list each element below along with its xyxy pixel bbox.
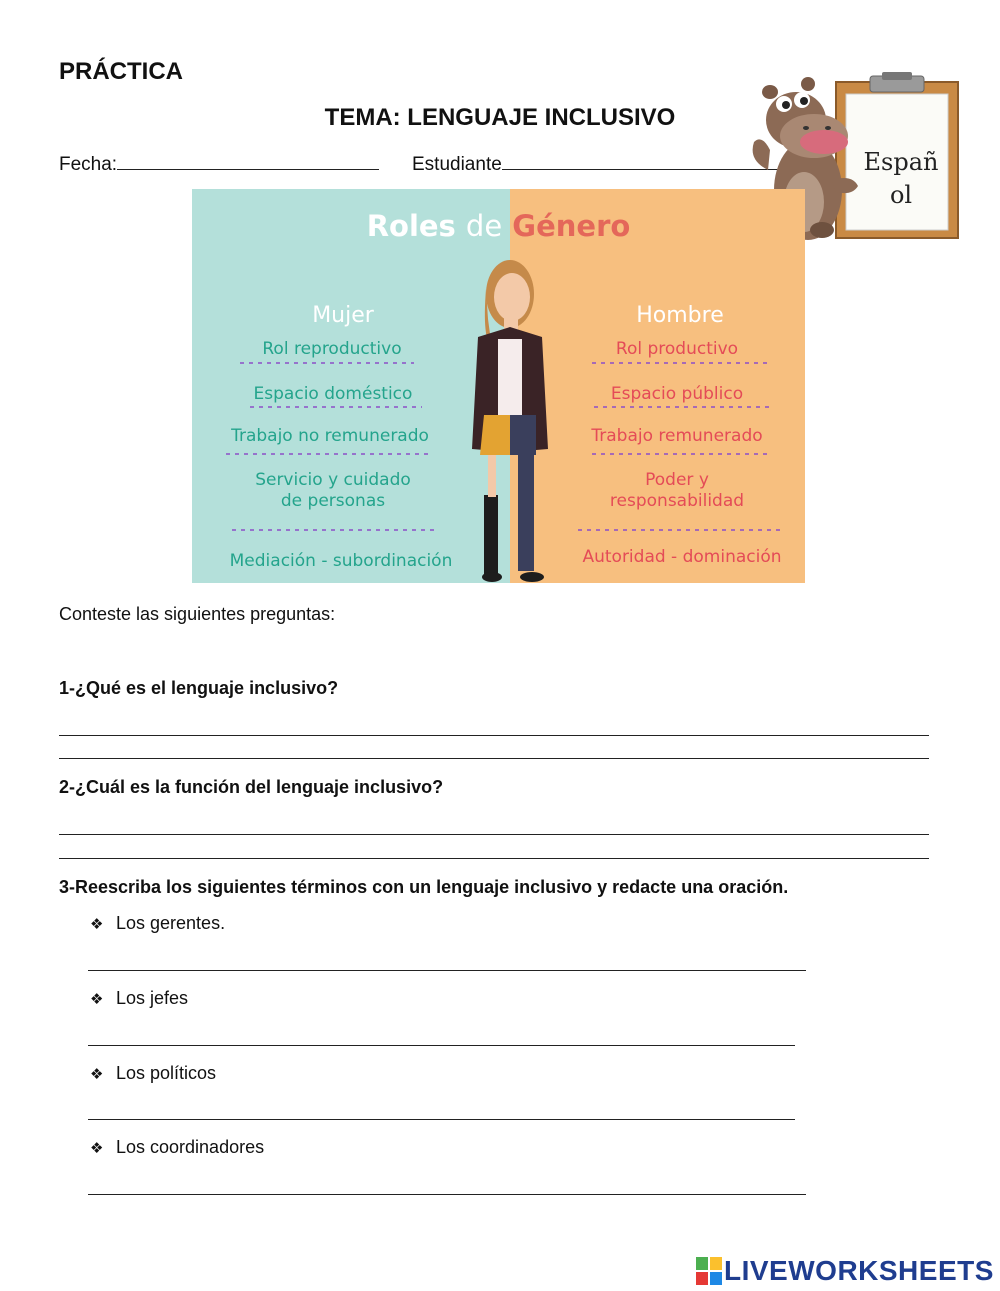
term-item-2 [90,988,188,1009]
term-text: Los jefes [116,988,189,1008]
woman-role-4a: Servicio y cuidado [255,470,411,490]
date-field [59,151,379,176]
term-text: Los coordinadores [116,1137,265,1157]
question-3: 3-Reescriba los siguientes términos con un lenguaje inclusivo y redacte una oración. [59,877,789,897]
question-1: 1-¿Qué es el lenguaje inclusivo? [59,678,339,698]
man-role-1: Rol productivo [615,339,739,359]
term-4-answer-line[interactable] [88,1194,806,1195]
date-blank[interactable] [117,151,379,170]
man-role-4b: responsabilidad [609,491,745,511]
term-item-4 [90,1137,264,1158]
liveworksheets-brand-text: LIVEWORKSHEETS [724,1255,994,1286]
man-heading: Hombre [636,303,724,328]
gender-roles-infographic [192,189,805,583]
diamond-bullet-icon: ❖ [90,916,104,933]
woman-role-5: Mediación - subordinación [229,551,453,571]
term-3-answer-line[interactable] [88,1119,795,1120]
title-roles: Roles [366,209,456,243]
answer-2-line-1[interactable] [59,834,929,835]
term-item-3 [90,1063,216,1084]
term-text: Los políticos [116,1063,217,1083]
woman-role-4b: de personas [280,491,386,511]
diamond-bullet-icon: ❖ [90,1140,104,1157]
answer-2-line-2[interactable] [59,858,929,859]
liveworksheets-logo-icon [696,1257,722,1285]
man-role-4a: Poder y [645,470,709,490]
term-1-answer-line[interactable] [88,970,806,971]
title-genero: Género [512,209,631,243]
diamond-bullet-icon: ❖ [90,991,104,1008]
student-blank[interactable] [502,151,784,170]
clipboard-text [846,146,956,212]
infographic-title [192,209,805,243]
term-item-1 [90,913,225,934]
diamond-bullet-icon: ❖ [90,1066,104,1083]
date-label: Fecha: [59,154,118,175]
man-role-3: Trabajo remunerado [591,426,763,446]
student-label: Estudiante [412,154,502,175]
woman-heading: Mujer [312,303,374,328]
clipboard-text-line2: ol [889,181,913,209]
term-2-answer-line[interactable] [88,1045,795,1046]
woman-role-1: Rol reproductivo [262,339,402,359]
practice-label: PRÁCTICA [59,58,183,85]
answer-1-line-2[interactable] [59,758,929,759]
title-de: de [465,209,503,243]
student-field [412,151,784,176]
man-role-5: Autoridad - dominación [582,547,782,567]
woman-role-2: Espacio doméstico [253,384,413,404]
term-text: Los gerentes. [116,913,226,933]
question-2: 2-¿Cuál es la función del lenguaje inclusivo? [59,777,444,797]
answer-1-line-1[interactable] [59,735,929,736]
instructions: Conteste las siguientes preguntas: [59,604,336,624]
clipboard-text-line1: Españ [863,148,939,176]
topic-title: TEMA: LENGUAJE INCLUSIVO [324,104,676,131]
woman-role-3: Trabajo no remunerado [231,426,429,446]
liveworksheets-logo [696,1253,994,1289]
man-role-2: Espacio público [610,384,744,404]
